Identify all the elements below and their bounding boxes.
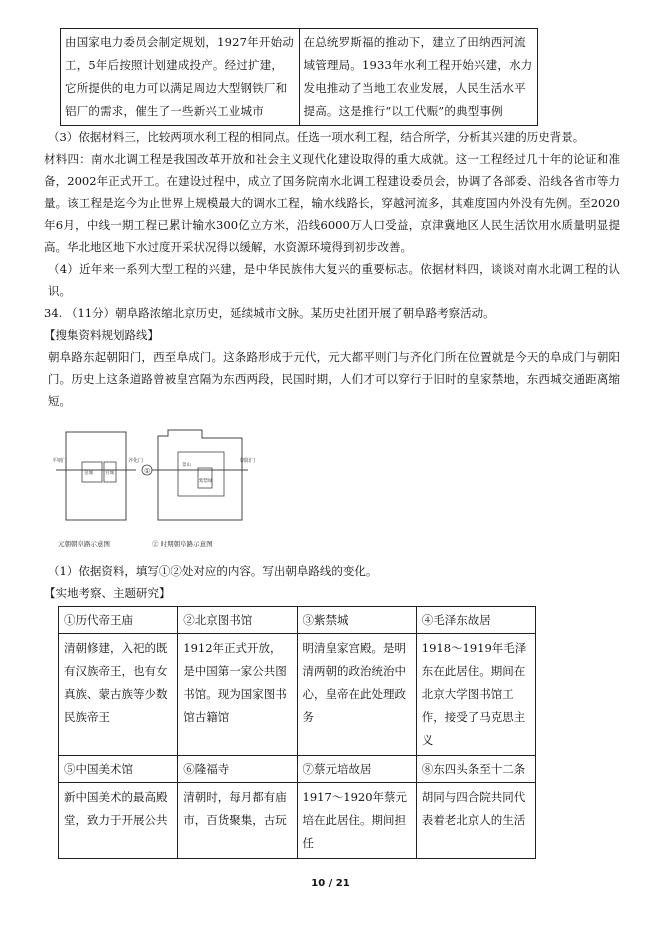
right-gate2-label: 朝阳门 [240, 458, 256, 464]
later-palace [198, 468, 212, 488]
site-desc: 胡同与四合院共同代表着老北京人的生活 [416, 783, 535, 859]
site-title: ④毛泽东故居 [416, 607, 535, 634]
route-description: 朝阜路东起朝阳门，西至阜成门。这条路形成于元代，元大都平则门与齐化门所在位置就是今天的阜成门与朝阳门。历史上这条道路曾被皇宫隔为东西两段，民国时期，人们才可以穿行于旧时的皇家禁地，东西城交通距离缩短。 [48, 350, 620, 408]
inner-d-label: 紫禁城 [199, 479, 213, 484]
site-desc: 1918～1919年毛泽东在此居住。期间在北京大学图书馆工作，接受了马克思主义 [416, 634, 535, 756]
page-content [44, 28, 620, 859]
site-desc: 新中国美术的最高殿堂，致力于开展公共 [59, 783, 178, 859]
marker-1-label: ① [144, 467, 151, 475]
later-city-wall [158, 430, 242, 520]
question-34: 34. （11分）朝阜路浓缩北京历史，延续城市文脉。某历史社团开展了朝阜路考察活动。 [44, 306, 495, 320]
material3-table [60, 28, 538, 126]
left-gate-label: 平则门 [52, 458, 68, 464]
site-desc: 1917～1920年蔡元培在此居住。期间担任 [297, 783, 416, 859]
right-gate-label: 齐化门 [128, 458, 144, 464]
later-imperial-area [178, 452, 224, 496]
site-title: ⑧东四头条至十二条 [416, 756, 535, 783]
site-desc: 1912年正式开放，是中国第一家公共图书馆。现为国家图书馆古籍馆 [178, 634, 297, 756]
caption-right: ② 时期朝阜路示意图 [152, 540, 213, 548]
yuan-city-wall [66, 432, 126, 520]
question-4: （4）近年来一系列大型工程的兴建，是中华民族伟大复兴的重要标志。依据材料四，谈谈对南水北调工程的认识。 [48, 262, 620, 298]
site-title: ⑦蔡元培故居 [297, 756, 416, 783]
site-desc: 明清皇家宫殿。是明清两朝的政治统治中心，皇帝在此处理政务 [297, 634, 416, 756]
question-1: （1）依据资料，填写①②处对应的内容。写出朝阜路线的变化。 [48, 564, 378, 578]
inner-c-label: 景山 [182, 463, 191, 468]
site-title: ⑥隆福寺 [178, 756, 297, 783]
sites-table [58, 606, 536, 859]
site-desc: 清朝修建，入祀的既有汉族帝王，也有女真族、蒙古族等少数民族帝王 [59, 634, 178, 756]
site-title: ⑤中国美术馆 [59, 756, 178, 783]
section-heading-collect: 【搜集资料规划路线】 [44, 328, 159, 342]
inner-a-label: 皇城 [84, 471, 93, 476]
inner-b-label: 宫城 [105, 471, 114, 476]
site-desc: 清朝时，每月都有庙市，百货聚集，古玩 [178, 783, 297, 859]
material3-left-cell: 由国家电力委员会制定规划，1927年开始动工，5年后按照计划建成投产。经过扩建，它所提供的电力可以满足周边大型钢铁厂和铝厂的需求，催生了一些新兴工业城市 [61, 29, 300, 126]
site-title: ①历代帝王庙 [59, 607, 178, 634]
page-number: 10 / 21 [311, 878, 350, 889]
site-title: ②北京图书馆 [178, 607, 297, 634]
question-3: （3）依据材料三，比较两项水利工程的相同点。任选一项水利工程，结合所学，分析其兴建的历史背景。 [48, 130, 585, 144]
route-maps-svg [52, 412, 256, 560]
material-4: 材料四：南水北调工程是我国改革开放和社会主义现代化建设取得的重大成就。这一工程经过几十年的论证和准备，2002年正式开工。在建设过程中，成立了国务院南水北调工程建设委员会，协调了各部委、沿线各省市等力量。该工程是迄今为止世界上规模最大的调水工程，输水线路长，穿越河流多，其难度国内外没有先例。至2020年6月，中线一期工程已累计输水300亿立方米，沿线6000万人口受益，京津冀地区人民生活饮用水质量明显提高。华北地区地下水过度开采状况得以缓解，水资源环境得到初步改善。 [44, 152, 620, 254]
site-title: ③紫禁城 [297, 607, 416, 634]
material3-right-cell: 在总统罗斯福的推动下，建立了田纳西河流域管理局。1933年水利工程开始兴建，水力发电推动了当地工农业发展，人民生活水平提高。这是推行“以工代赈”的典型事例 [299, 29, 538, 126]
route-map-figure [52, 412, 256, 560]
section-heading-field: 【实地考察、主题研究】 [44, 586, 171, 600]
caption-left: 元朝朝阜路示意图 [58, 540, 110, 548]
